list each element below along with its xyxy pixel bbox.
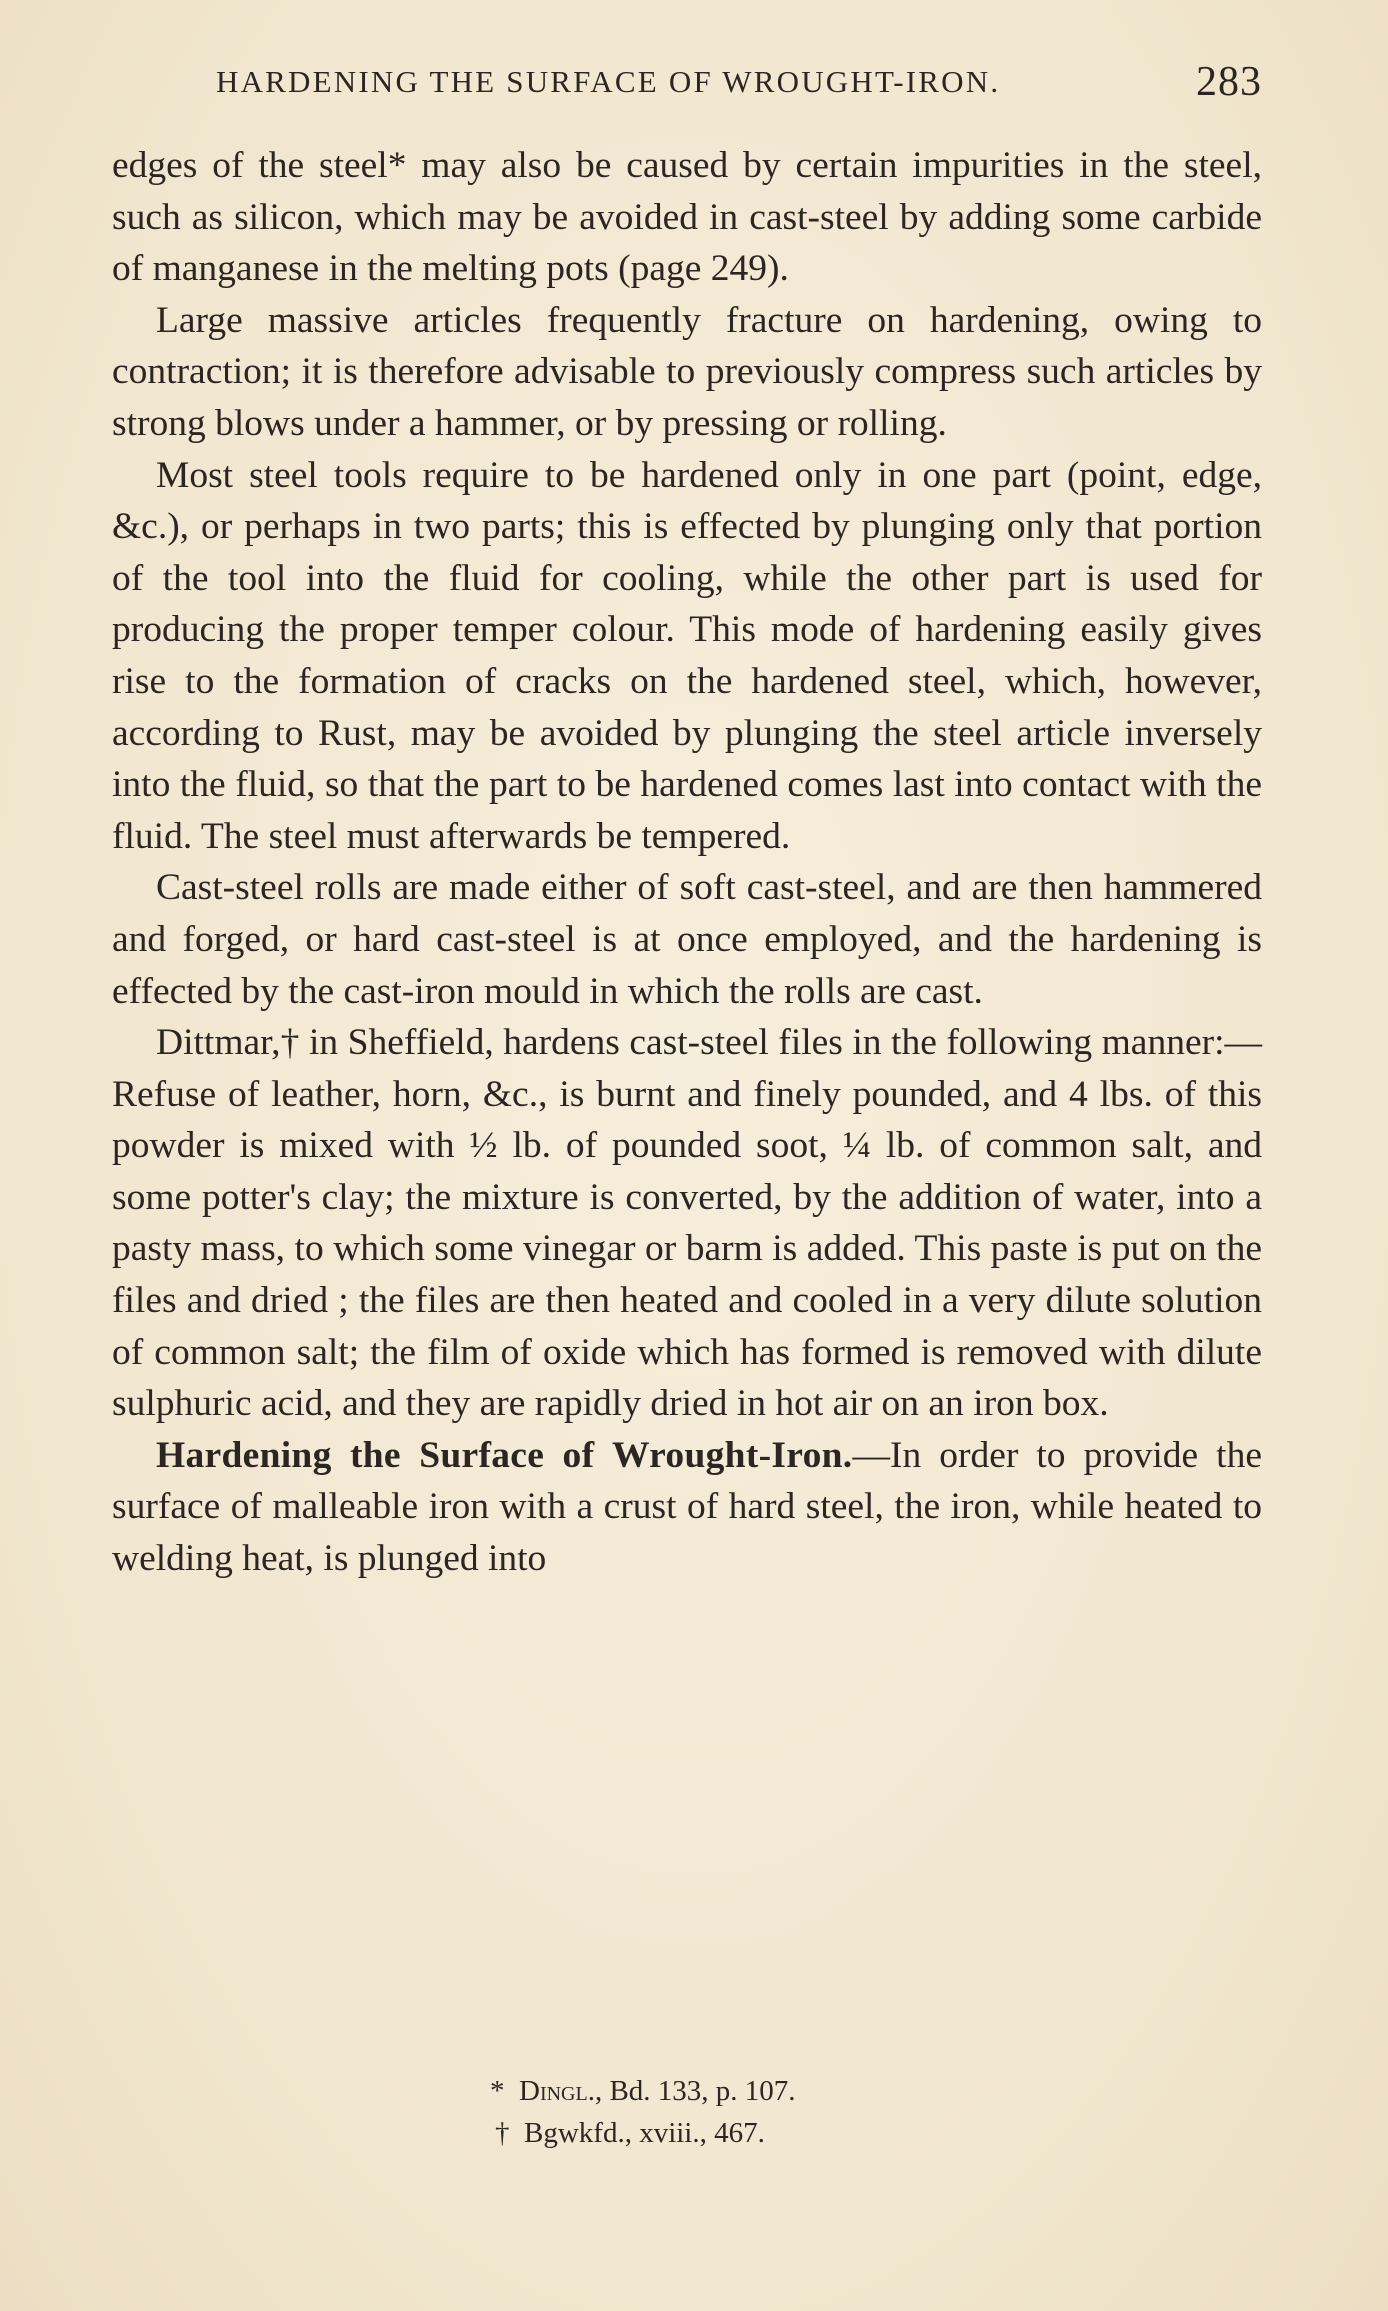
footnote xyxy=(490,2070,1388,2112)
paragraph-cast-steel-rolls: Cast-steel rolls are made either of soft cast-steel, and are then hammered and forged, or hard cast-steel is at once employed, and the hardening is effected by the cast-iron mould in which the rolls are cast. xyxy=(112,867,1262,1012)
paragraph-continued: edges of the steel* may also be caused by certain impurities in the steel, such as silicon, which may be avoided in cast-steel by adding some carbide of manganese in the melting pots (page 249). xyxy=(112,145,1262,290)
footnote-text: , Bd. 133, p. 107. xyxy=(594,2075,796,2107)
section-text: —In order to provide the surface of malleable iron with a crust of hard steel, the iron, while heated to welding heat, is plunged into xyxy=(112,1434,1262,1580)
footnote-marker: † xyxy=(495,2117,510,2149)
paragraph-dittmar: Dittmar,† in Sheffield, hardens cast-steel files in the following manner:—Refuse of leather, horn, &c., is burnt and finely pounded, and 4 lbs. of this powder is mixed with ½ lb. of pounded soot, ¼ lb. of common salt, and some potter's clay; the mixture is converted, by the addition of water, into a pasty mass, to which some vinegar or barm is added. This paste is put on the files and dried ; the files are then heated and cooled in a very dilute solution of common salt; the film of oxide which has formed is removed with dilute sulphuric acid, and they are rapidly dried in hot air on an iron box. xyxy=(112,1022,1262,1425)
footnote-marker: * xyxy=(490,2075,505,2107)
page-header xyxy=(112,58,1262,108)
footnote-source: Dingl. xyxy=(519,2075,595,2107)
footnote-text: Bgwkfd., xviii., 467. xyxy=(524,2117,765,2149)
footnotes xyxy=(0,2070,1388,2154)
page-number: 283 xyxy=(1196,59,1262,105)
body-text xyxy=(112,140,1262,1585)
footnote xyxy=(495,2112,1388,2154)
paragraph-massive-articles: Large massive articles frequently fracture on hardening, owing to contraction; it is therefore advisable to previously compress such articles by strong blows under a hammer, or by pressing or rolling. xyxy=(112,299,1262,444)
section-heading: Hardening the Surface of Wrought-Iron. xyxy=(156,1434,853,1476)
paragraph-wrought-iron xyxy=(112,1430,1262,1585)
paragraph-steel-tools: Most steel tools require to be hardened only in one part (point, edge, &c.), or perhaps in two parts; this is effected by plunging only that portion of the tool into the fluid for cooling, while the other part is used for producing the proper temper colour. This mode of hardening easily gives rise to the formation of cracks on the hardened steel, which, however, according to Rust, may be avoided by plunging the steel article inversely into the fluid, so that the part to be hardened comes last into contact with the fluid. The steel must afterwards be tempered. xyxy=(112,454,1262,857)
running-title: HARDENING THE SURFACE OF WROUGHT-IRON. xyxy=(216,64,1001,99)
